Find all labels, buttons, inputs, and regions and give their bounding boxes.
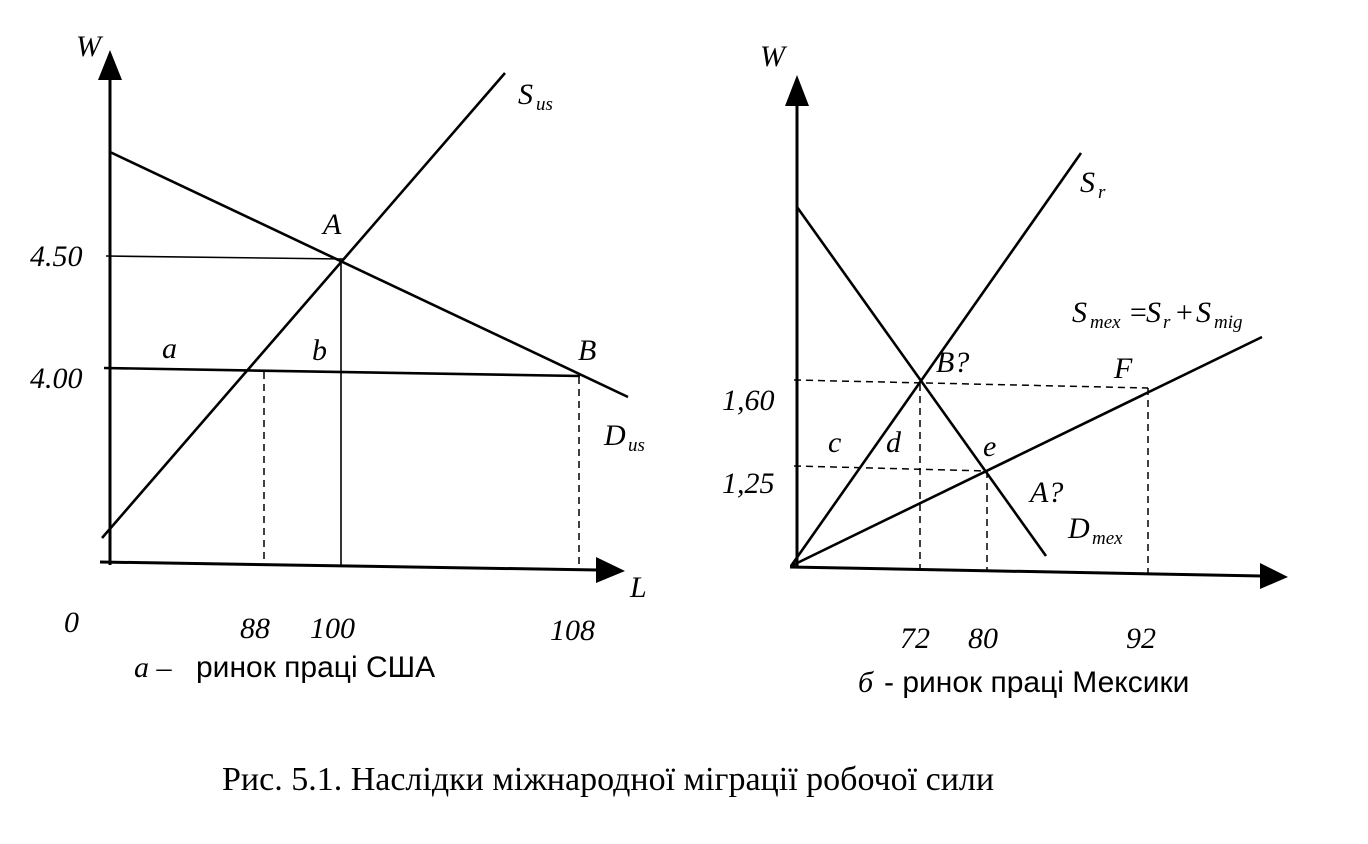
left-y-arrow (98, 50, 122, 80)
left-panel (30, 30, 647, 684)
right-point-A-label: A? (1030, 476, 1064, 509)
svg-text:б: б (858, 666, 874, 699)
left-demand-curve (110, 152, 628, 397)
left-supply-curve (102, 73, 505, 538)
right-supply-r-label (1080, 166, 1106, 203)
svg-text:S: S (1196, 296, 1211, 329)
svg-text:S: S (518, 78, 533, 111)
svg-text:D: D (604, 419, 626, 452)
svg-text:- ринок праці Мексики: - ринок праці Мексики (884, 666, 1190, 699)
svg-text:mex: mex (1092, 528, 1123, 549)
left-area-b-label: b (312, 334, 327, 367)
right-caption (858, 666, 1189, 699)
right-x-tick-80: 80 (968, 622, 998, 655)
left-y-tick-400: 4.00 (30, 362, 83, 395)
right-x-tick-72: 72 (900, 622, 930, 655)
svg-text:r: r (1163, 312, 1171, 333)
left-point-B-label: B (578, 334, 597, 367)
right-y-tick-160: 1,60 (722, 384, 775, 417)
right-wage-125-dashed (794, 466, 988, 471)
left-area-a-label: a (162, 332, 177, 365)
svg-text:us: us (628, 435, 645, 456)
svg-text:mex: mex (1090, 312, 1121, 333)
svg-text:r: r (1098, 182, 1106, 203)
svg-text:us: us (536, 94, 553, 115)
right-x-axis (790, 567, 1262, 576)
left-point-A-label: A (323, 208, 342, 241)
figure-caption: Рис. 5.1. Наслідки міжнародної міграції робочої сили (222, 761, 995, 798)
right-x-arrow (1260, 563, 1288, 589)
right-y-arrow (785, 75, 809, 106)
svg-text:ринок праці США: ринок праці США (196, 651, 436, 684)
left-y-axis-label: W (76, 30, 101, 63)
right-panel (722, 40, 1288, 699)
right-supply-mex-label (1072, 296, 1243, 333)
right-area-c-label: c (828, 426, 842, 459)
svg-text:S: S (1080, 166, 1095, 199)
left-caption (134, 651, 435, 684)
left-x-tick-100: 100 (310, 612, 355, 645)
right-y-axis-label: W (760, 40, 785, 73)
right-point-e-label: e (983, 430, 997, 463)
svg-text:mig: mig (1214, 312, 1243, 333)
left-demand-label (603, 419, 645, 456)
svg-text:a –: a – (134, 651, 172, 684)
right-point-B-label: B? (936, 346, 970, 379)
right-area-d-label: d (886, 426, 901, 459)
left-x-axis-label: L (630, 571, 647, 604)
left-x-axis (100, 562, 598, 570)
left-supply-label (518, 78, 553, 115)
left-x-tick-108: 108 (550, 614, 595, 647)
right-point-F-label: F (1114, 352, 1133, 385)
right-supply-mex-curve (791, 337, 1262, 566)
svg-text:=: = (1128, 296, 1149, 329)
left-y-tick-450: 4.50 (30, 240, 83, 273)
right-x-tick-92: 92 (1126, 622, 1156, 655)
svg-text:+: + (1174, 296, 1195, 329)
left-x-arrow (596, 557, 625, 583)
left-wage-450-line (106, 256, 343, 259)
left-wage-400-line (104, 368, 580, 376)
right-y-tick-125: 1,25 (722, 467, 775, 500)
left-x-tick-88: 88 (240, 612, 270, 645)
svg-text:S: S (1146, 296, 1161, 329)
right-demand-label (1067, 512, 1123, 549)
svg-text:S: S (1072, 296, 1087, 329)
right-wage-160-dashed (794, 380, 1148, 388)
left-origin-label: 0 (64, 606, 79, 639)
svg-text:D: D (1068, 512, 1090, 545)
